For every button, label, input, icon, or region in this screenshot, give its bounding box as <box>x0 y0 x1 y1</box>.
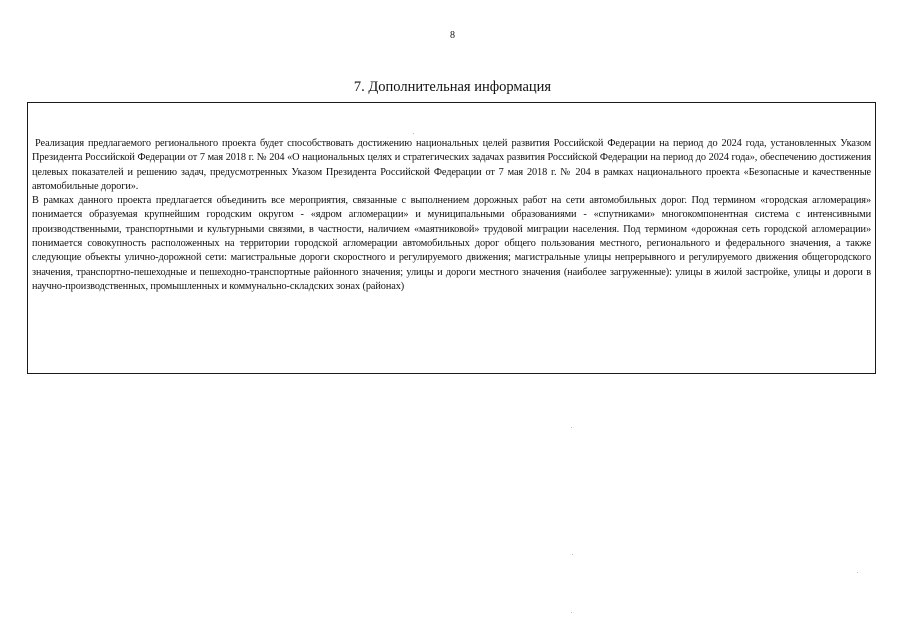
info-paragraph-2: В рамках данного проекта предлагается объединить все мероприятия, связанные с выполнением дорожных работ на сети автомобильных дорог. Под термином «городская агломерация» понимается образуемая крупнейшим городским округом - «ядром агломерации» и муниципальными образованиями - «спутниками» многокомпонентная система с интенсивными производственными, транспортными и культурными связями, в частности, наличием «маятниковой» трудовой миграции населения. Под термином «дорожная сеть городской агломерации» понимается совокупность расположенных на территории городской агломерации автомобильных дорог общего пользования местного, регионального и федерального значения, а также следующие объекты улично-дорожной сети: магистральные дороги скоростного и регулируемого движения; магистральные улицы непрерывного и регулируемого движения общегородского значения, транспортно-пешеходные и пешеходно-транспортные районного значения; улицы и дороги местного значения (наиболее загруженные): улицы в жилой застройке, улицы и дороги в научно-производственных, промышленных и коммунально-складских зонах (районах) <box>32 195 871 292</box>
scan-speck <box>857 572 858 573</box>
info-text <box>32 137 871 294</box>
page-number: 8 <box>450 30 455 41</box>
info-box <box>27 102 876 374</box>
scan-speck <box>571 427 572 428</box>
scan-speck <box>413 133 414 134</box>
section-title: 7. Дополнительная информация <box>353 79 552 95</box>
scan-speck <box>572 554 573 555</box>
info-paragraph-1: Реализация предлагаемого регионального проекта будет способствовать достижению национальных целей развития Российской Федерации на период до 2024 года, установленных Указом Президента Российской Федерации от 7 мая 2018 г. № 204 «О национальных целях и стратегических задачах развития Российской Федерации на период до 2024 года», обеспечению достижения целевых показателей и решению задач, предусмотренных Указом Президента Российской Федерации от 7 мая 2018 г. № 204 в рамках национального проекта «Безопасные и качественные автомобильные дороги». <box>32 138 871 192</box>
scan-speck <box>571 612 572 613</box>
